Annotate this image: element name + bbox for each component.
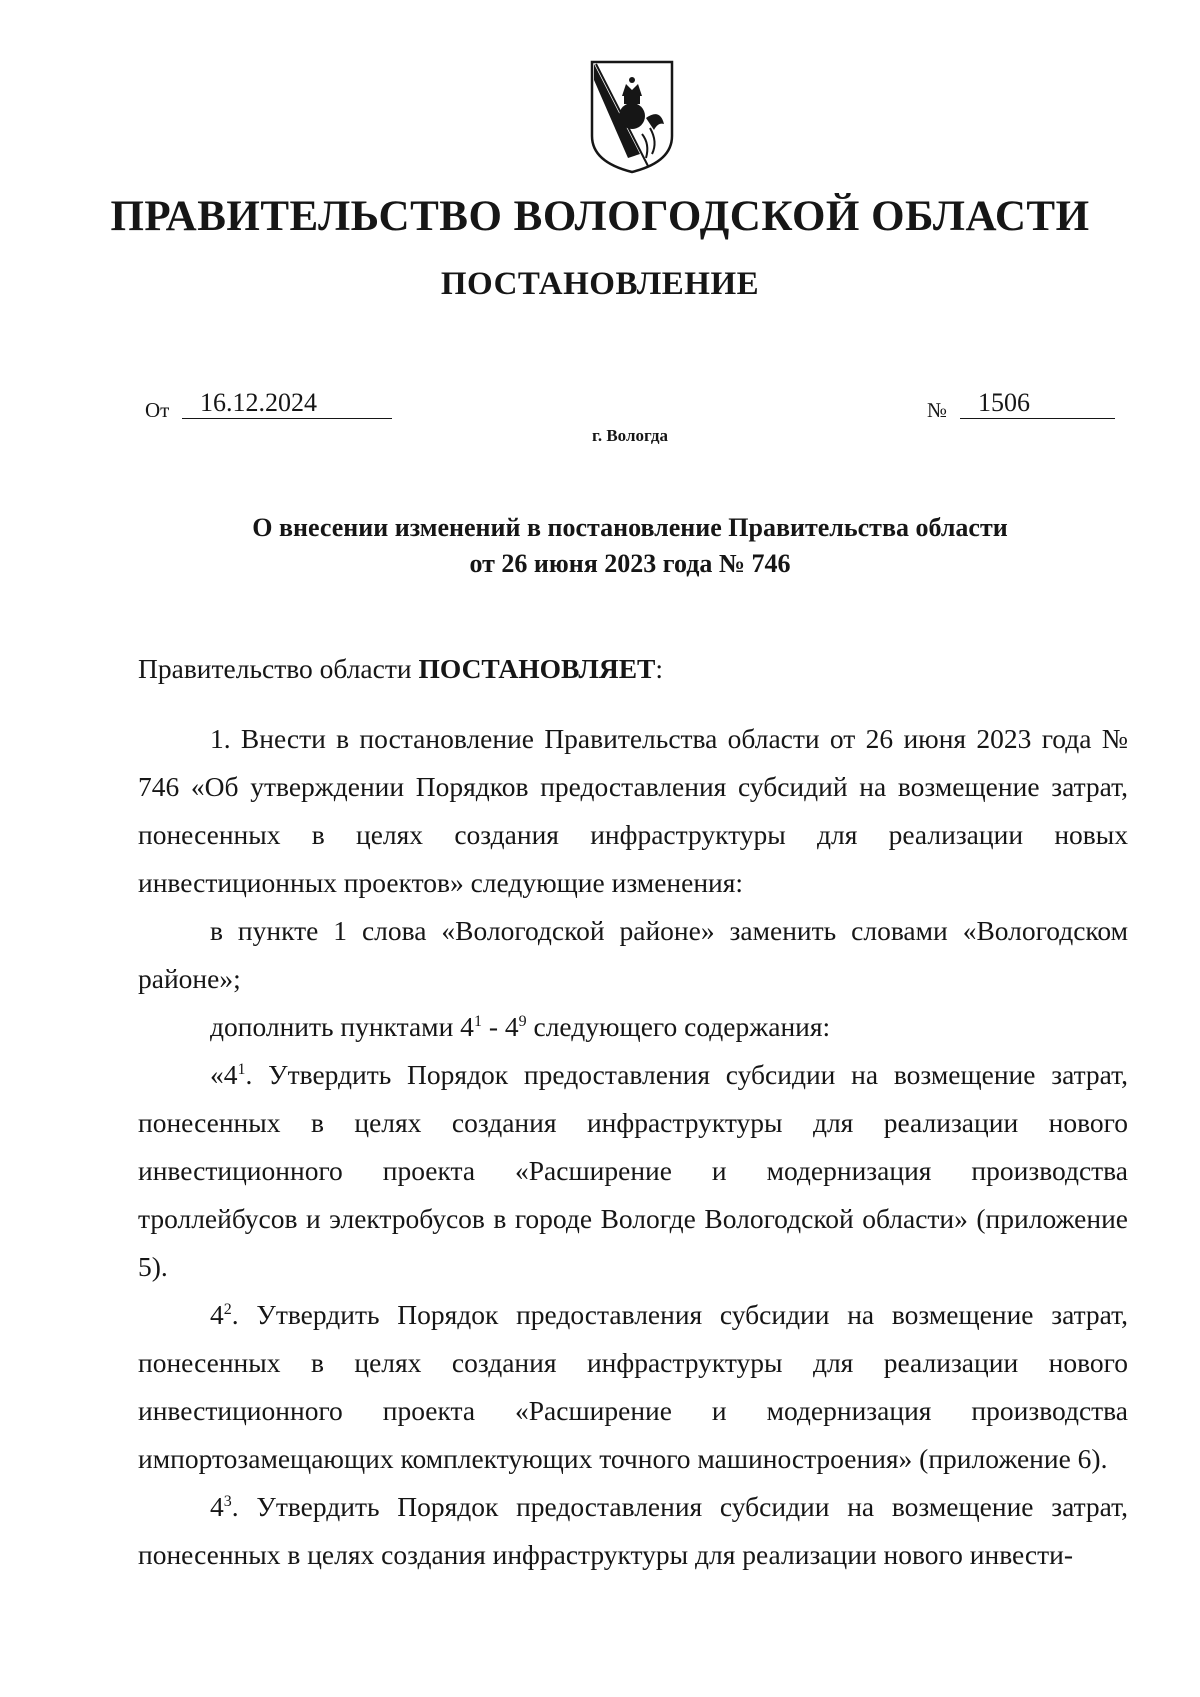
document-body xyxy=(138,645,1128,1579)
document-number: 1506 xyxy=(960,388,1115,419)
city-label: г. Вологда xyxy=(592,426,668,445)
paragraph-1: 1. Внести в постановление Правительства области от 26 июня 2023 года № 746 «Об утверждении Порядков предоставления субсидий на возмещение затрат, понесенных в целях создания инфраструктуры для реализации новых инвестиционных проектов» следующие изменения: xyxy=(138,723,1128,898)
document-subject xyxy=(150,510,1110,582)
number-prefix: № xyxy=(927,398,948,422)
subject-line-1: О внесении изменений в постановление Правительства области xyxy=(252,513,1008,542)
paragraph-4-1: «$4^1$. Утвердить Порядок предоставления субсидии на возмещение затрат, понесенных в целях создания инфраструктуры для реализации нового инвестиционного проекта «Расширение и модернизация производства троллейбусов и электробусов в городе Вологде Вологодской области» (приложение 5). xyxy=(138,1059,1128,1282)
document-type: ПОСТАНОВЛЕНИЕ xyxy=(440,266,760,302)
paragraph-3: дополнить пунктами $4^1 - 4^9$ следующего содержания: xyxy=(210,1011,831,1042)
date-prefix: От xyxy=(145,398,170,422)
vologda-coat-of-arms-icon xyxy=(588,58,676,176)
paragraph-4-3: $4^3$. Утвердить Порядок предоставления субсидии на возмещение затрат, понесенных в целях создания инфраструктуры для реализации нового инвести- xyxy=(138,1491,1128,1570)
resolution-lead: Правительство области ПОСТАНОВЛЯЕТ: xyxy=(138,653,664,684)
subject-line-2: от 26 июня 2023 года № 746 xyxy=(469,549,791,578)
resolves-keyword: ПОСТАНОВЛЯЕТ xyxy=(418,653,656,684)
document-date: 16.12.2024 xyxy=(182,388,392,419)
paragraph-2: в пункте 1 слова «Вологодской районе» заменить словами «Вологодском районе»; xyxy=(138,915,1128,994)
paragraph-4-2: $4^2$. Утвердить Порядок предоставления субсидии на возмещение затрат, понесенных в целях создания инфраструктуры для реализации нового инвестиционного проекта «Расширение и модернизация производства импортозамещающих комплектующих точного машиностроения» (приложение 6). xyxy=(138,1299,1128,1474)
government-title: ПРАВИТЕЛЬСТВО ВОЛОГОДСКОЙ ОБЛАСТИ xyxy=(110,193,1090,240)
